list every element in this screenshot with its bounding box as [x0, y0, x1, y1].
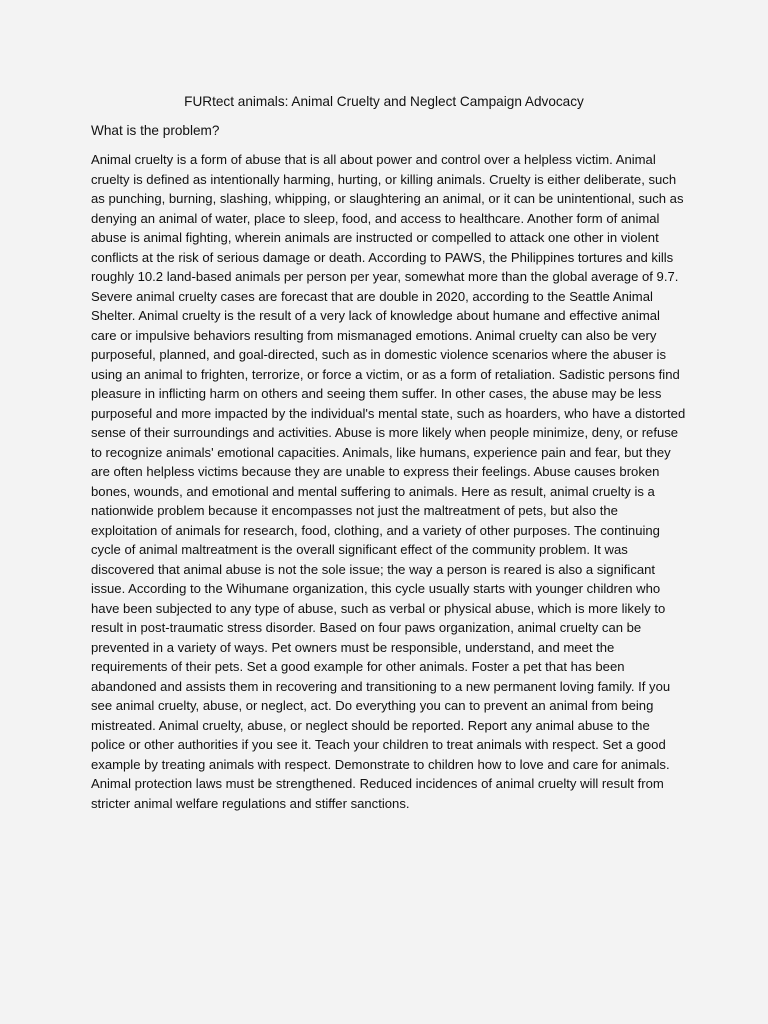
- problem-question: What is the problem?: [91, 123, 220, 138]
- document-title: FURtect animals: Animal Cruelty and Neglect Campaign Advocacy: [184, 94, 584, 109]
- body-paragraph: Animal cruelty is a form of abuse that is all about power and control over a helpless victim. Animal cruelty is defined as intentionally harming, hurting, or killing animals. Cruelty is either deliberate, such as punching, burning, slashing, whipping, or slaughtering an animal, or it can be unintentional, such as denying an animal of water, place to sleep, food, and access to healthcare. Another form of animal abuse is animal fighting, wherein animals are instructed or compelled to attack one other in violent conflicts at the risk of serious damage or death. According to PAWS, the Philippines tortures and kills roughly 10.2 land-based animals per person per year, somewhat more than the global average of 9.7. Severe animal cruelty cases are forecast that are double in 2020, according to the Seattle Animal Shelter. Animal cruelty is the result of a very lack of knowledge about humane and effective animal care or impulsive behaviors resulting from mismanaged emotions. Animal cruelty can also be very purposeful, planned, and goal-directed, such as in domestic violence scenarios where the abuser is using an animal to frighten, terrorize, or force a victim, or as a form of retaliation. Sadistic persons find pleasure in inflicting harm on others and seeing them suffer. In other cases, the abuse may be less purposeful and more impacted by the individual's mental state, such as hoarders, who have a distorted sense of their surroundings and activities. Abuse is more likely when people minimize, deny, or refuse to recognize animals' emotional capacities. Animals, like humans, experience pain and fear, but they are often helpless victims because they are unable to express their feelings. Abuse causes broken bones, wounds, and emotional and mental suffering to animals. Here as result, animal cruelty is a nationwide problem because it encompasses not just the maltreatment of pets, but also the exploitation of animals for research, food, clothing, and a variety of other purposes. The continuing cycle of animal maltreatment is the overall significant effect of the community problem. It was discovered that animal abuse is not the sole issue; the way a person is reared is also a significant issue. According to the Wihumane organization, this cycle usually starts with younger children who have been subjected to any type of abuse, such as verbal or physical abuse, which is more likely to result in post-traumatic stress disorder. Based on four paws organization, animal cruelty can be prevented in a variety of ways. Pet owners must be responsible, understand, and meet the requirements of their pets. Set a good example for other animals. Foster a pet that has been abandoned and assists them in recovering and transitioning to a new permanent loving family. If you see animal cruelty, abuse, or neglect, act. Do everything you can to prevent an animal from being mistreated. Animal cruelty, abuse, or neglect should be reported. Report any animal abuse to the police or other authorities if you see it. Teach your children to treat animals with respect. Set a good example by treating animals with respect. Demonstrate to children how to love and care for animals. Animal protection laws must be strengthened. Reduced incidences of animal cruelty will result from stricter animal welfare regulations and stiffer sanctions.: [91, 152, 686, 811]
